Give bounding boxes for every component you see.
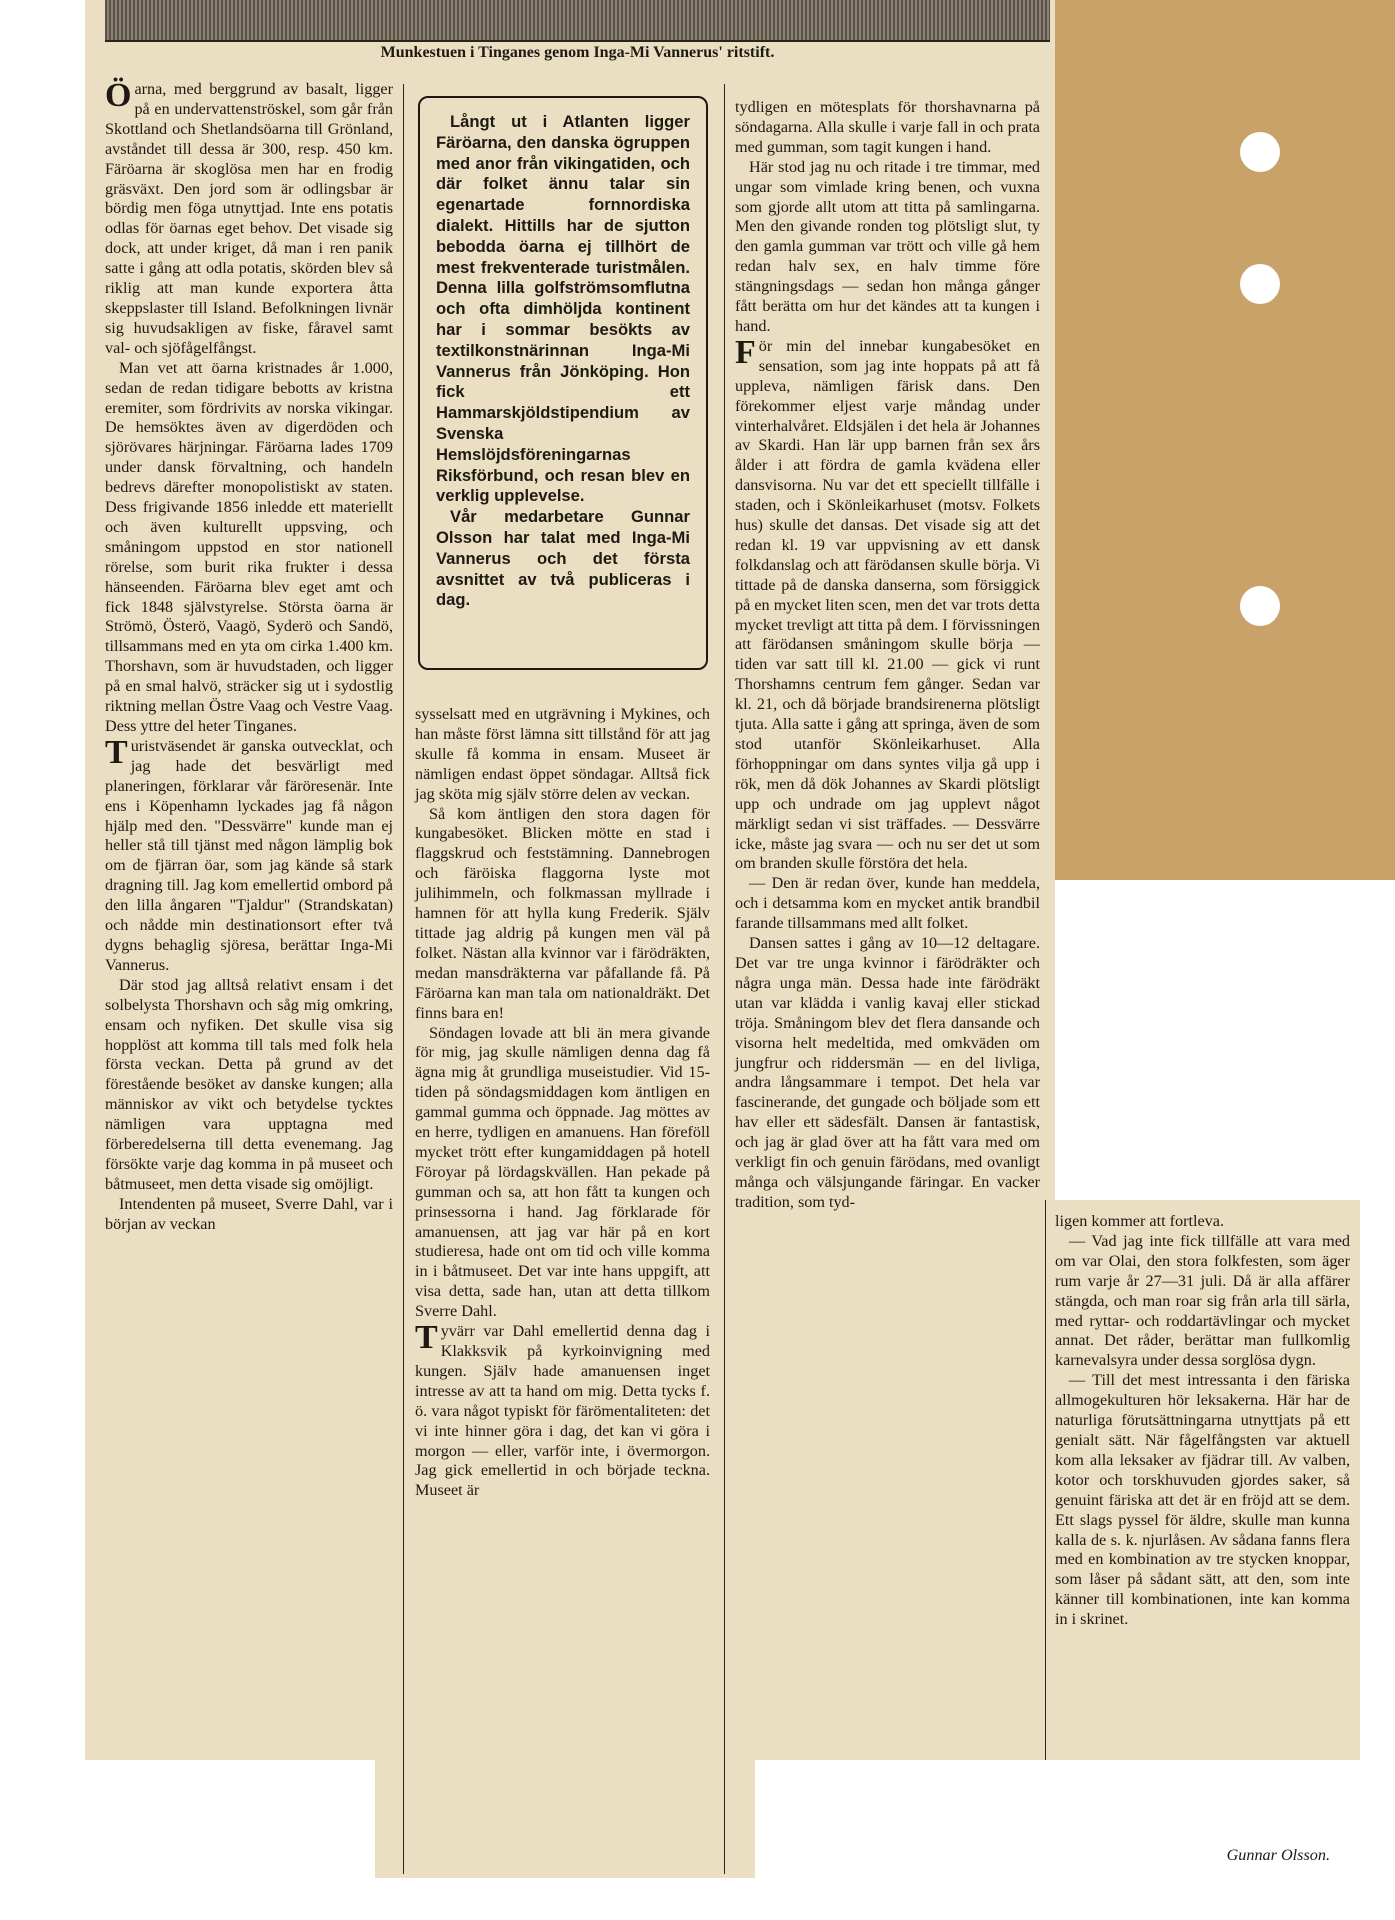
paragraph-text: Dansen sattes i gång av 10—12 deltagare. Det var tre unga kvinnor i färödräkter och några unga män. Dessa hade inte färödräkt utan var klädda i vanlig kavaj eller stickad tröja. Småningom blev det flera dansande och visorna helt medeltida, med omkväden om jungfrur och riddersmän — en del livliga, andra långsammare i tempot. Det hela var fascinerande, det gungade och böljade som ett hav eller ett sädesfält. Dansen är fantastisk, och jag är glad över att ha fått vara med om verkligt fin och genuin färödans, med ovanligt många och välsjungande färingar. En vacker tradition, som tyd- bbox=[735, 934, 1040, 1211]
paragraph bbox=[415, 1024, 710, 1323]
binder-hole bbox=[1240, 264, 1280, 304]
paragraph bbox=[1055, 1371, 1350, 1630]
article-column-3 bbox=[735, 98, 1040, 1213]
column-rule bbox=[724, 84, 725, 1874]
drop-cap: T bbox=[415, 1319, 438, 1357]
paragraph bbox=[735, 874, 1040, 934]
paragraph-text: ör min del innebar kungabesöket en sensation, som jag inte hoppats på att få uppleva, nämligen färisk dans. Den förekommer eljest varje måndag under vinterhalvåret. Eldsjälen i det hela är Johannes av Skardi. Han lär upp barnen från sex års ålder i att fördra de gamla kvädena eller dansvisorna. Nu var det ett speciellt tillfälle i staden, och i Skönleikarhuset (motsv. Folkets hus) skulle det dansas. Det visade sig att det redan kl. 19 var uppvisning av ett dansk folkdanslag och att färödansen skulle börja. Vi tittade på de danska danserna, som försiggick på en mycket liten scen, men det var trots detta mycket trevligt att titta på dem. I förvissningen att färödansen småningom skulle börja — tiden var satt till kl. 21.00 — gick vi runt Thorshamns centrum fem gånger. Sedan var kl. 21, och då började brandsirenerna plötsligt tjuta. Alla satte i gång att springa, även de som stod utanför Skönleikarhuset. Alla förhoppningar om dans syntes vilja gå upp i rök, men då dök Johannes av Skardi plötsligt upp och undrade om jag upplevt något märkligt sedan vi sist träffades. — Dessvärre icke, måste jag svara — och nu ser det ut som om branden skulle förstöra det hela. bbox=[735, 336, 1040, 873]
paragraph bbox=[415, 1319, 710, 1501]
intro-paragraph: Långt ut i Atlanten ligger Färöarna, den danska ögruppen med anor från vikingatiden, och där folket ännu talar sin egenartade fornnordiska dialekt. Hittills har de sjutton bebodda öarna ej tillhört de mest frekventerade turistmålen. Denna lilla golfströmsomflutna och ofta dimhöljda kontinent har i sommar besökts av textilkonstnärinnan Inga-Mi Vannerus från Jönköping. Hon fick ett Hammarskjöldstipendium av Svenska Hemslöjdsföreningarnas Riksförbund, och resan blev en verklig upplevelse. bbox=[436, 112, 690, 506]
paragraph bbox=[1055, 1212, 1350, 1232]
paragraph bbox=[735, 98, 1040, 158]
article-column-1 bbox=[105, 77, 393, 1235]
signature-block bbox=[1055, 1846, 1330, 1866]
drop-cap: Ö bbox=[105, 77, 132, 114]
paragraph-text: Här stod jag nu och ritade i tre timmar, med ungar som vimlade kring benen, och vuxna som gjorde allt utom att titta på samlingarna. Men den givande ronden tog plötsligt slut, ty den gamla gumman var trött och ville gå hem redan halv sex, en halv timme före stängningsdags — sedan hon många gånger fått berätta om hur det kändes att ta kungen i hand. bbox=[735, 157, 1040, 335]
paragraph bbox=[105, 976, 393, 1195]
column-rule bbox=[403, 84, 404, 1874]
cardboard-backing bbox=[1020, 0, 1395, 880]
paragraph-text: sysselsatt med en utgrävning i Mykines, och han måste först lämna sitt tillstånd för att jag skulle få komma in ensam. Museet är nämligen endast öppet söndagar. Alltså fick jag sköta mig själv större delen av veckan. bbox=[415, 705, 710, 803]
paragraph bbox=[735, 158, 1040, 337]
paragraph bbox=[415, 805, 710, 1024]
intro-box bbox=[418, 96, 708, 670]
intro-paragraph: Vår medarbetare Gunnar Olsson har talat med Inga-Mi Vannerus och det första avsnittet av två publiceras i dag. bbox=[436, 507, 690, 610]
paragraph-text: Intendenten på museet, Sverre Dahl, var i början av veckan bbox=[105, 1194, 393, 1233]
drop-cap: T bbox=[105, 733, 128, 771]
paragraph bbox=[735, 333, 1040, 874]
paragraph-text: Där stod jag alltså relativt ensam i det solbelysta Thorshavn och såg mig omkring, ensam och nyfiken. Det skulle visa sig hopplöst att komma till tals med folk hela första veckan. Detta på grund av det förestående besöket av danske kungen; alla människor av vikt och betydelse tycktes nämligen vara upptagna med förberedelserna till detta evenemang. Jag försökte varje dag komma in på museet och båtmuseet, men detta visade sig omöjligt. bbox=[105, 975, 393, 1193]
paragraph bbox=[105, 733, 393, 976]
column-rule bbox=[1045, 1200, 1046, 1760]
illustration-munkestuen bbox=[105, 0, 1050, 42]
paragraph-text: Så kom äntligen den stora dagen för kungabesöket. Blicken mötte en stad i flaggskrud och feststämning. Dannebrogen och färöiska flaggorna lyste mot julihimmeln, och folkmassan myllrade i hamnen för att hylla kung Frederik. Själv tittade jag aldrig på kungen men väl på folket. Nästan alla kvinnor var i färödräkten, medan mansdräkterna var påfallande få. På Färöarna kan man tala om nationaldräkt. Det finns bara en! bbox=[415, 804, 710, 1022]
paragraph bbox=[1055, 1232, 1350, 1371]
paragraph-text: Söndagen lovade att bli än mera givande för mig, jag skulle nämligen denna dag få ägna mig åt grundliga museistudier. Vid 15-tiden på söndagsmiddagen kom äntligen en gammal gumma och öppnade. Jag möttes av en herre, tydligen en amanuens. Han föreföll mycket trött efter kungamiddagen på hotell Föroyar på lördagskvällen. Han pekade på gumman och sa, att hon fått ta kungen och prinsessorna i hand. Jag förklarade för amanuensen, att jag var här på en kort studieresa, hade ont om tid och ville komma in i båtmuseet. Det var inte hans uppgift, att visa detta, sade han, utan att detta tillkom Sverre Dahl. bbox=[415, 1023, 710, 1321]
paragraph-text: — Till det mest intressanta i den färiska allmogekulturen hör leksakerna. Här har de naturliga förutsättningarna utnyttjats på ett genialt sätt. När fågelfångsten var aktuell kom alla leksaker av fjädrar till. Av valben, kotor och torskhuvuden gjordes saker, så genuint färiska att det är en fröjd att se dem. Ett slags pyssel för äldre, skulle man kunna kalla de s. k. njurlåsen. Av sådana fanns flera med en kombination av tre stycken knoppar, som låser på sådant sätt, att den, som inte känner till kombinationen, inte kan komma in i skrinet. bbox=[1055, 1371, 1350, 1629]
article-column-2 bbox=[415, 705, 710, 1501]
author-signature: Gunnar Olsson. bbox=[1226, 1846, 1330, 1864]
paragraph bbox=[105, 1195, 393, 1235]
paragraph-text: — Den är redan över, kunde han meddela, och i detsamma kom en mycket antik brandbil farande tillsammans med allt folket. bbox=[735, 874, 1040, 933]
article-column-4 bbox=[1055, 1212, 1350, 1630]
paragraph bbox=[105, 359, 393, 737]
paragraph bbox=[415, 705, 710, 805]
paragraph bbox=[735, 934, 1040, 1213]
paragraph-text: uristväsendet är ganska outvecklat, och jag hade det besvärligt med planeringen, förklarar vår färöresenär. Inte ens i Köpenhamn lyckades jag få någon hjälp med den. "Dessvärre" kunde man ej heller stå till tjänst med någon lämplig bok om de fjärran öar, som jag kände så stark dragning till. Jag kom emellertid ombord på den lilla ångaren "Tjaldur" (Strandskatan) och nådde min destinationsort efter två dygns behaglig sjöresa, berättar Inga-Mi Vannerus. bbox=[105, 736, 393, 974]
paragraph bbox=[105, 77, 393, 359]
paragraph-text: ligen kommer att fortleva. bbox=[1055, 1212, 1225, 1230]
binder-hole bbox=[1240, 586, 1280, 626]
paragraph-text: tydligen en mötesplats för thorshavnarna på söndagarna. Alla skulle i varje fall in och prata med gumman, som tagit kungen i hand. bbox=[735, 98, 1040, 156]
paragraph-text: Man vet att öarna kristnades år 1.000, sedan de redan tidigare bebotts av kristna eremiter, som fördrivits av norska vikingar. De hemsöktes även av digerdöden och sjörövares härjningar. Färöarna lades 1709 under dansk förvaltning, och handeln bedrevs därefter monopolistiskt av staten. Dess frigivande 1856 inledde ett materiellt och även kulturellt uppsving, och småningom uppstod en stor nationell rörelse, som burit rika frukter i dessa hänseenden. Färöarna blev eget amt och fick 1848 självstyrelse. Största öarna är Strömö, Österö, Vaagö, Syderö och Sandö, tillsammans med en yta om cirka 1.400 km. Thorshavn, som är huvudstaden, och ligger på en smal halvö, sträcker sig ut i sydostlig riktning mellan Östre Vaag och Vestre Vaag. Dess yttre del heter Tinganes. bbox=[105, 358, 393, 735]
paragraph-text: — Vad jag inte fick tillfälle att vara med om var Olai, den stora folkfesten, som äger rum varje år 27—31 juli. Då är alla affärer stängda, och man roar sig från arla till särla, med ryttar- och roddartävlingar och mycket annat. Det råder, berättar man fullkomlig karnevalsyra under dessa sorglösa dygn. bbox=[1055, 1231, 1350, 1370]
paragraph-text: yvärr var Dahl emellertid denna dag i Klakksvik på kyrkoinvigning med kungen. Själv hade amanuensen inget intresse av att ta hand om mig. Detta tycks f. ö. vara något typiskt för färömentaliteten: det vi inte hinner göra i dag, det kan vi göra i morgon — eller, varför inte, i övermorgon. Jag gick emellertid in och började teckna. Museet är bbox=[415, 1322, 710, 1500]
clipping-lower-fragment bbox=[375, 1760, 755, 1878]
paragraph-text: arna, med berggrund av basalt, ligger på en undervattenströskel, som går från Skottland och Shetlandsöarna till Grönland, avståndet till dessa är 300, resp. 450 km. Färöarna är skoglösa men har en frodig gräsväxt. Den jord som är odlingsbar är bördig men föga utnyttjad. Inte ens potatis odlas för öarnas eget behov. Det visade sig dock, att under kriget, då man i ren panik satte i gång att odla potatis, skörden blev så riklig att man kunde exportera åtta skeppslaster till Island. Befolkningen livnär sig huvudsakligen av fiske, fåravel samt val- och sjöfågelfångst. bbox=[105, 80, 393, 357]
illustration-caption: Munkestuen i Tinganes genom Inga-Mi Vannerus' ritstift. bbox=[380, 44, 775, 61]
drop-cap: F bbox=[735, 333, 756, 371]
binder-hole bbox=[1240, 132, 1280, 172]
